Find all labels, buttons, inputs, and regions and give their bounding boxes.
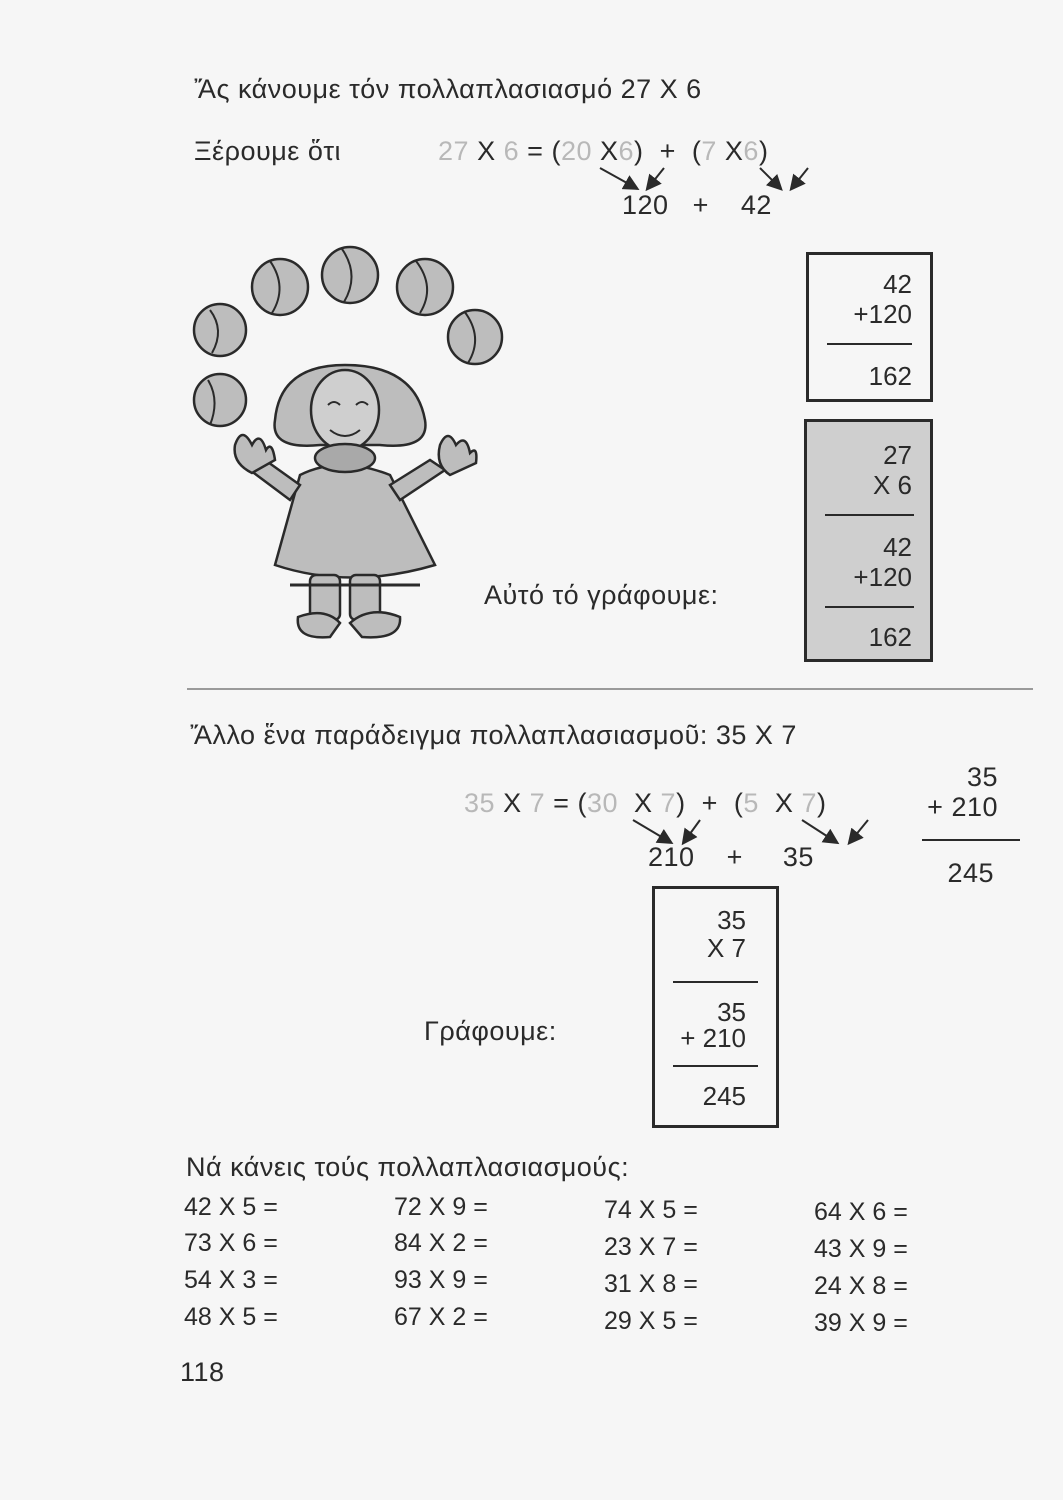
add-rule <box>827 343 912 345</box>
exercise-item: 42 Χ 5 = <box>184 1193 278 1221</box>
write-label-2: Γράφουμε: <box>424 1016 557 1046</box>
exercise-item: 43 Χ 9 = <box>814 1235 908 1263</box>
known-label: Ξέρουμε ὅτι <box>194 136 341 166</box>
exercise-item: 73 Χ 6 = <box>184 1229 278 1257</box>
eq-p2-close: ) <box>758 136 769 166</box>
mult-factor1: 27 <box>883 440 912 470</box>
eq-p2-open: ( <box>691 136 702 166</box>
multiplication-box-2 <box>652 886 779 1128</box>
eq2-x: Χ <box>503 788 522 818</box>
eq2-p1-b: 7 <box>660 788 677 818</box>
eq-p1-b: 6 <box>618 136 635 166</box>
equation-35x7 <box>464 788 826 819</box>
add-result: 162 <box>868 361 912 391</box>
mult2-factor1: 35 <box>717 905 746 935</box>
add-top: 42 <box>883 269 912 299</box>
partial2-left: 210 <box>648 842 695 872</box>
partial2-right: 35 <box>782 842 814 872</box>
eq-a: 27 <box>438 136 470 166</box>
eq2-p2-close: ) <box>816 788 827 818</box>
partial-plus: + <box>692 190 709 220</box>
partial-left: 120 <box>622 190 669 220</box>
mult-partial2: +120 <box>853 562 912 592</box>
side-sum-top: 35 <box>966 762 998 792</box>
mult2-partial2: + 210 <box>680 1023 746 1053</box>
partial2-plus: + <box>726 842 743 872</box>
eq2-p2-open: ( <box>733 788 744 818</box>
side-sum-bottom: + 210 <box>927 792 998 822</box>
mult-factor2: Χ 6 <box>872 470 912 500</box>
eq2-eq: = <box>553 788 570 818</box>
mult2-result: 245 <box>702 1081 746 1111</box>
add-bottom: +120 <box>853 299 912 329</box>
eq-p1-a: 20 <box>560 136 592 166</box>
eq2-p2-a: 5 <box>743 788 759 818</box>
page-number: 118 <box>180 1357 225 1387</box>
section-divider <box>187 688 1033 690</box>
eq2-p1-close: ) <box>676 788 686 818</box>
eq2-plus: + <box>701 788 718 818</box>
mult-result: 162 <box>868 622 912 652</box>
eq-x: Χ <box>477 136 496 166</box>
eq-p2-x: Χ <box>724 136 744 166</box>
addition-box-1 <box>806 252 933 402</box>
juggler-illustration <box>180 245 510 645</box>
mult-rule-2 <box>825 606 914 608</box>
eq-b: 6 <box>503 136 520 166</box>
mult-rule-1 <box>825 514 914 516</box>
partials-row-1 <box>622 190 772 221</box>
eq2-p1-a: 30 <box>586 788 618 818</box>
mult2-rule-2 <box>673 1065 758 1067</box>
eq2-a: 35 <box>464 788 496 818</box>
exercise-item: 54 Χ 3 = <box>184 1266 278 1294</box>
eq-p2-a: 7 <box>701 136 717 166</box>
exercise-item: 39 Χ 9 = <box>814 1309 908 1337</box>
exercise-item: 24 Χ 8 = <box>814 1272 908 1300</box>
eq-eq: = <box>527 136 544 166</box>
side-sum-rule <box>922 839 1020 841</box>
eq-p1-close: ) <box>634 136 644 166</box>
mult2-factor2: Χ 7 <box>706 933 746 963</box>
multiplication-box-1 <box>804 419 933 662</box>
eq2-p2-b: 7 <box>801 788 817 818</box>
section2-heading: Ἄλλο ἕνα παράδειγμα πολλαπλασιασμοῦ: 35 Χ 7 <box>190 720 797 750</box>
exercise-item: 67 Χ 2 = <box>394 1303 488 1331</box>
exercise-item: 31 Χ 8 = <box>604 1270 698 1298</box>
side-sum-result: 245 <box>947 858 994 888</box>
eq-p1-x: Χ <box>600 136 619 166</box>
partials-row-2 <box>648 842 814 873</box>
exercise-item: 72 Χ 9 = <box>394 1193 488 1221</box>
mult2-rule-1 <box>673 981 758 983</box>
write-label-1: Αὐτό τό γράφουμε: <box>484 580 719 610</box>
eq2-p1-open: ( <box>577 788 587 818</box>
eq2-b: 7 <box>529 788 546 818</box>
eq2-p2-x: Χ <box>774 788 794 818</box>
mult2-partial1: 35 <box>717 997 746 1027</box>
eq-plus: + <box>659 136 676 166</box>
eq-p2-b: 6 <box>743 136 759 166</box>
mult-partial1: 42 <box>883 532 912 562</box>
exercises-heading: Νά κάνεις τούς πολλαπλασιασμούς: <box>186 1152 630 1182</box>
exercise-item: 93 Χ 9 = <box>394 1266 488 1294</box>
partial-right: 42 <box>740 190 772 220</box>
eq2-p1-x: Χ <box>634 788 653 818</box>
exercise-item: 84 Χ 2 = <box>394 1229 488 1257</box>
section1-heading: Ἄς κάνουμε τόν πολλαπλασιασμό 27 Χ 6 <box>194 74 702 104</box>
exercise-item: 23 Χ 7 = <box>604 1233 698 1261</box>
eq-p1-open: ( <box>551 136 561 166</box>
exercise-item: 29 Χ 5 = <box>604 1307 698 1335</box>
exercise-item: 64 Χ 6 = <box>814 1198 908 1226</box>
exercise-item: 74 Χ 5 = <box>604 1196 698 1224</box>
exercise-item: 48 Χ 5 = <box>184 1303 278 1331</box>
